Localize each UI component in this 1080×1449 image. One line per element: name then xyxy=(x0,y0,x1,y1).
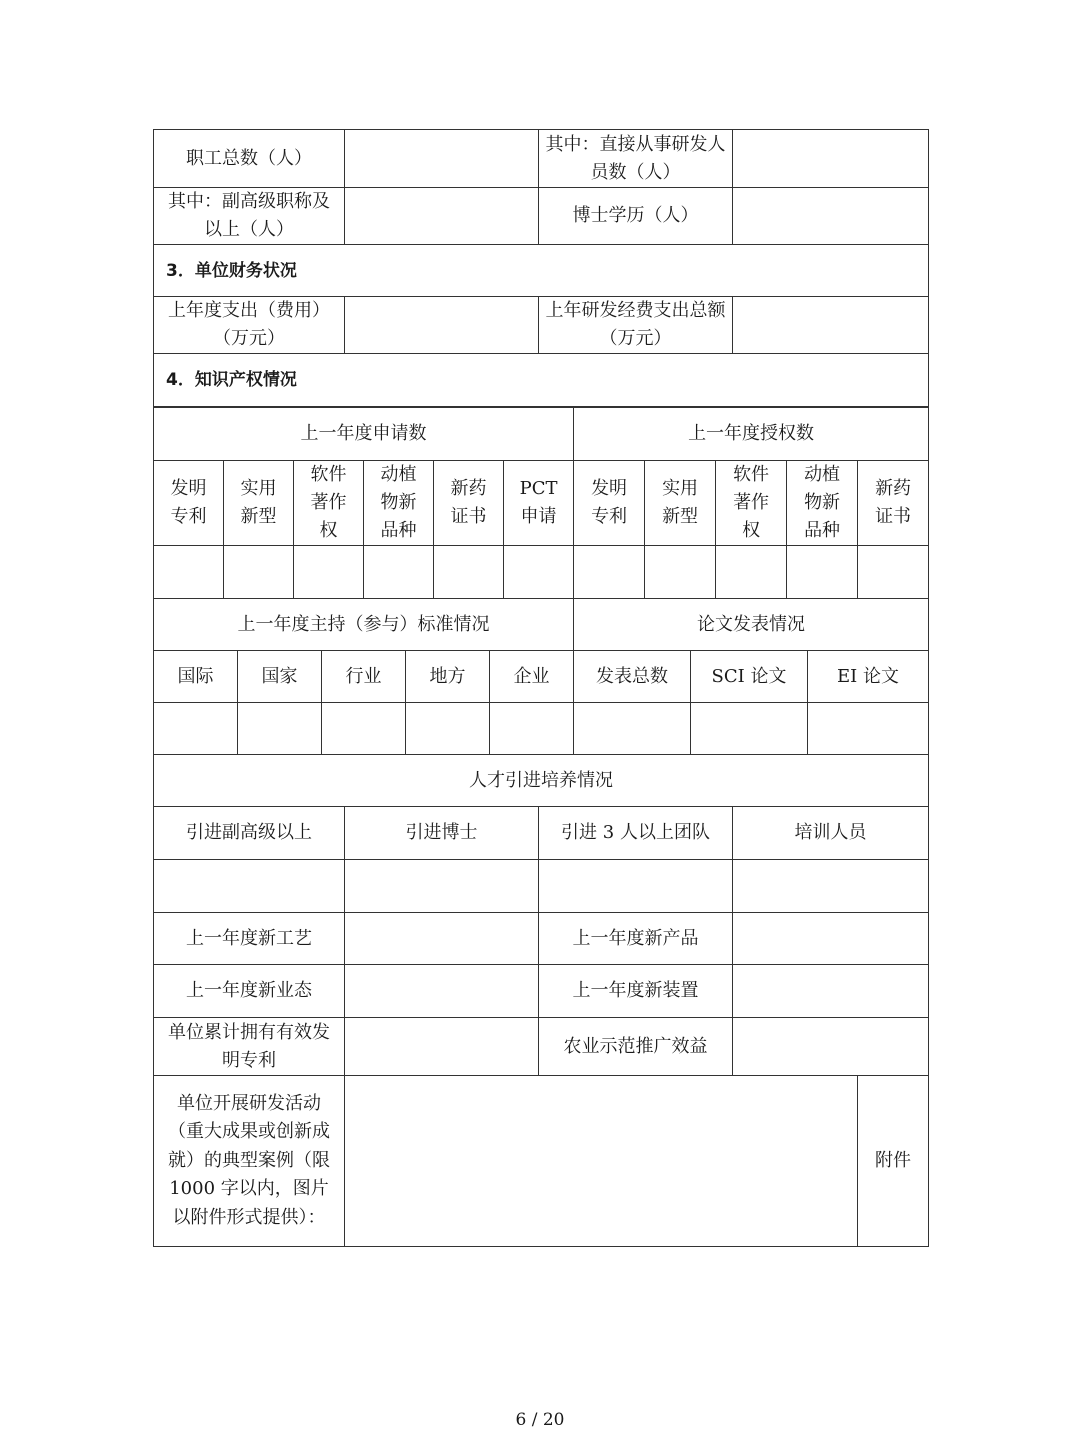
new-device-value[interactable] xyxy=(733,965,929,1018)
talent-header: 人才引进培养情况 xyxy=(154,755,929,807)
apply-invention-value[interactable] xyxy=(154,546,224,599)
agri-benefit-label: 农业示范推广效益 xyxy=(539,1018,733,1076)
standards-col-national: 国家 xyxy=(238,651,322,703)
page-number: 6 / 20 xyxy=(515,1410,565,1430)
form-block-case xyxy=(153,1075,928,1247)
case-content-field[interactable] xyxy=(345,1076,858,1247)
talent-training-value[interactable] xyxy=(733,860,929,913)
talent-col-senior: 引进副高级以上 xyxy=(154,807,345,860)
talent-phd-value[interactable] xyxy=(345,860,539,913)
papers-header: 论文发表情况 xyxy=(574,599,929,651)
agri-benefit-value[interactable] xyxy=(733,1018,929,1076)
papers-col-ei: EI 论文 xyxy=(808,651,929,703)
form-block-standards-papers xyxy=(153,598,928,807)
papers-sci-value[interactable] xyxy=(691,703,808,755)
rd-staff-value[interactable] xyxy=(733,130,929,188)
ip-grant-header: 上一年度授权数 xyxy=(574,408,929,461)
grant-col-utility: 实用 新型 xyxy=(645,461,716,546)
standards-intl-value[interactable] xyxy=(154,703,238,755)
rd-expense-label: 上年研发经费支出总额（万元） xyxy=(539,297,733,354)
apply-col-plant: 动植 物新 品种 xyxy=(364,461,434,546)
apply-utility-value[interactable] xyxy=(224,546,294,599)
new-product-value[interactable] xyxy=(733,913,929,965)
standards-industry-value[interactable] xyxy=(322,703,406,755)
case-attachment-label[interactable]: 附件 xyxy=(858,1076,929,1247)
expense-value[interactable] xyxy=(345,297,539,354)
standards-col-industry: 行业 xyxy=(322,651,406,703)
staff-total-label: 职工总数（人） xyxy=(154,130,345,188)
standards-national-value[interactable] xyxy=(238,703,322,755)
rd-expense-value[interactable] xyxy=(733,297,929,354)
talent-col-phd: 引进博士 xyxy=(345,807,539,860)
form-block-staff-finance xyxy=(153,129,928,407)
phd-staff-value[interactable] xyxy=(733,188,929,245)
phd-staff-label: 博士学历（人） xyxy=(539,188,733,245)
grant-invention-value[interactable] xyxy=(574,546,645,599)
talent-col-training: 培训人员 xyxy=(733,807,929,860)
new-business-label: 上一年度新业态 xyxy=(154,965,345,1018)
ip-apply-header: 上一年度申请数 xyxy=(154,408,574,461)
senior-staff-value[interactable] xyxy=(345,188,539,245)
standards-enterprise-value[interactable] xyxy=(490,703,574,755)
grant-drug-value[interactable] xyxy=(858,546,929,599)
talent-senior-value[interactable] xyxy=(154,860,345,913)
apply-col-utility: 实用 新型 xyxy=(224,461,294,546)
apply-col-invention: 发明 专利 xyxy=(154,461,224,546)
new-product-label: 上一年度新产品 xyxy=(539,913,733,965)
papers-ei-value[interactable] xyxy=(808,703,929,755)
standards-col-intl: 国际 xyxy=(154,651,238,703)
form-block-ip xyxy=(153,407,928,599)
grant-col-invention: 发明 专利 xyxy=(574,461,645,546)
expense-label: 上年度支出（费用）（万元） xyxy=(154,297,345,354)
new-device-label: 上一年度新装置 xyxy=(539,965,733,1018)
staff-total-value[interactable] xyxy=(345,130,539,188)
standards-col-enterprise: 企业 xyxy=(490,651,574,703)
ip-heading: 4．知识产权情况 xyxy=(154,354,929,407)
patents-owned-label: 单位累计拥有有效发明专利 xyxy=(154,1018,345,1076)
rd-staff-label: 其中：直接从事研发人员数（人） xyxy=(539,130,733,188)
grant-col-software: 软件 著作 权 xyxy=(716,461,787,546)
new-process-value[interactable] xyxy=(345,913,539,965)
standards-col-local: 地方 xyxy=(406,651,490,703)
apply-col-software: 软件 著作 权 xyxy=(294,461,364,546)
grant-col-plant: 动植 物新 品种 xyxy=(787,461,858,546)
apply-pct-value[interactable] xyxy=(504,546,574,599)
senior-staff-label: 其中：副高级职称及以上（人） xyxy=(154,188,345,245)
papers-col-total: 发表总数 xyxy=(574,651,691,703)
apply-col-drug: 新药 证书 xyxy=(434,461,504,546)
new-process-label: 上一年度新工艺 xyxy=(154,913,345,965)
grant-col-drug: 新药 证书 xyxy=(858,461,929,546)
form-block-talent-new xyxy=(153,806,928,1076)
patents-owned-value[interactable] xyxy=(345,1018,539,1076)
apply-plant-value[interactable] xyxy=(364,546,434,599)
talent-col-team: 引进 3 人以上团队 xyxy=(539,807,733,860)
standards-local-value[interactable] xyxy=(406,703,490,755)
apply-software-value[interactable] xyxy=(294,546,364,599)
papers-total-value[interactable] xyxy=(574,703,691,755)
new-business-value[interactable] xyxy=(345,965,539,1018)
papers-col-sci: SCI 论文 xyxy=(691,651,808,703)
finance-heading: 3．单位财务状况 xyxy=(154,245,929,297)
apply-col-pct: PCT 申请 xyxy=(504,461,574,546)
talent-team-value[interactable] xyxy=(539,860,733,913)
apply-drug-value[interactable] xyxy=(434,546,504,599)
case-label: 单位开展研发活动（重大成果或创新成就）的典型案例（限1000 字以内，图片以附件形式提供）： xyxy=(154,1076,345,1247)
standards-header: 上一年度主持（参与）标准情况 xyxy=(154,599,574,651)
grant-software-value[interactable] xyxy=(716,546,787,599)
grant-plant-value[interactable] xyxy=(787,546,858,599)
grant-utility-value[interactable] xyxy=(645,546,716,599)
